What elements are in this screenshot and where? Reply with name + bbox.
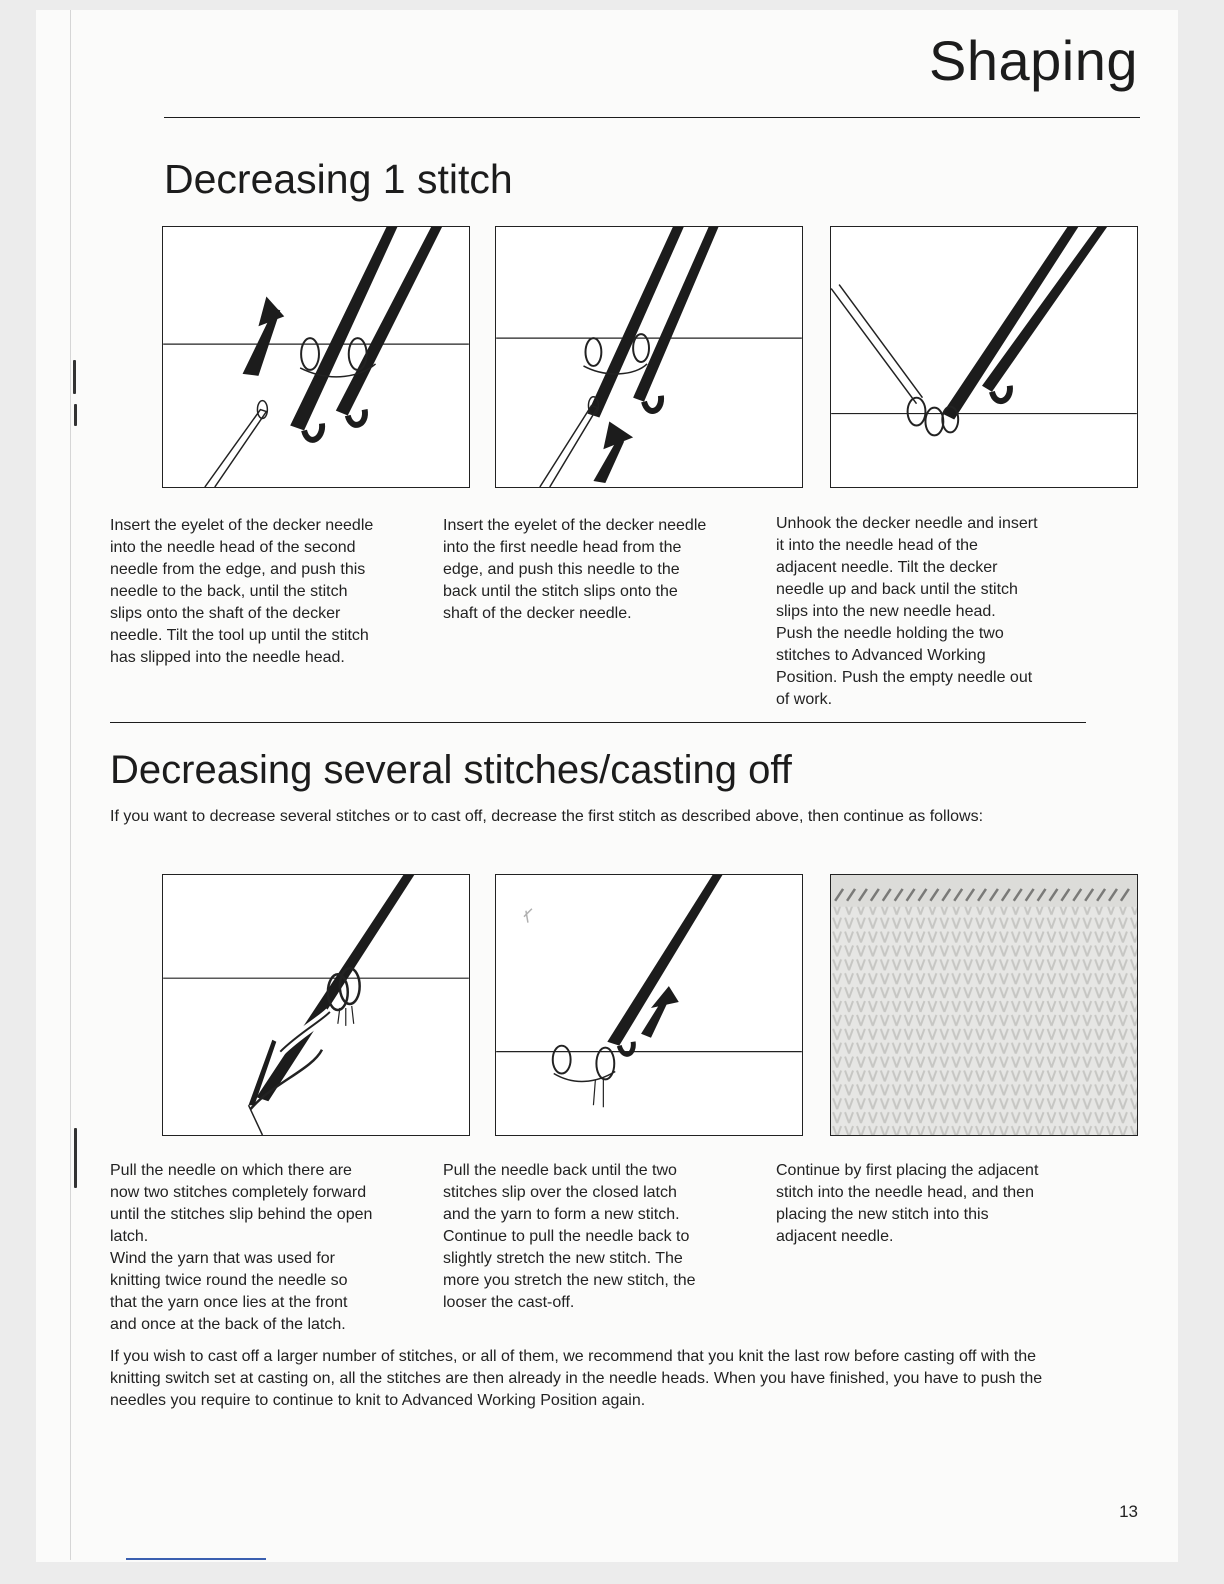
caption-cast-off-step-2: Pull the needle back until the two stitches slip over the closed latch and the yarn to form a new stitch. Continue to pull the needle back to slightly stretch the new stitch. The more you stretch the new stitch, the looser the cast-off. bbox=[443, 1162, 696, 1311]
binding-mark bbox=[74, 404, 77, 426]
section-rule bbox=[110, 722, 1086, 723]
binding-mark bbox=[74, 1128, 77, 1188]
illustration-cast-off-step-2 bbox=[495, 874, 803, 1136]
needle-illustration bbox=[163, 227, 469, 487]
needle-illustration bbox=[496, 227, 802, 487]
illustration-decrease-step-3 bbox=[830, 226, 1138, 488]
illustration-cast-off-step-1 bbox=[162, 874, 470, 1136]
section-heading-decreasing-1-stitch: Decreasing 1 stitch bbox=[164, 156, 513, 202]
illustration-decrease-step-2 bbox=[495, 226, 803, 488]
title-rule bbox=[164, 117, 1140, 118]
page-gutter-line bbox=[70, 10, 71, 1560]
scan-edge-mark bbox=[126, 1558, 266, 1560]
section-heading-casting-off: Decreasing several stitches/casting off bbox=[110, 748, 792, 792]
caption-decrease-step-2: Insert the eyelet of the decker needle into the first needle head from the edge, and push this needle to the back until the stitch slips onto the shaft of the decker needle. bbox=[443, 517, 707, 622]
caption-decrease-step-3: Unhook the decker needle and insert it into the needle head of the adjacent needle. Tilt the decker needle up and back until the stitch slips into the new needle head. Push the needle holding the two stitches to Advanced Working Position. Push the empty needle out of work. bbox=[776, 515, 1038, 708]
caption-cast-off-step-1: Pull the needle on which there are now two stitches completely forward until the stitches slip behind the open latch. Wind the yarn that was used for knitting twice round the needle so that the yarn once lies at the front and once at the back of the latch. bbox=[110, 1162, 373, 1333]
binding-mark bbox=[73, 360, 76, 394]
needle-illustration bbox=[163, 875, 469, 1135]
needle-illustration bbox=[831, 227, 1137, 487]
section-intro: If you want to decrease several stitches or to cast off, decrease the first stitch as described above, then continue as follows: bbox=[110, 808, 984, 825]
caption-cast-off-step-3: Continue by first placing the adjacent stitch into the needle head, and then placing the new stitch into this adjacent needle. bbox=[776, 1162, 1039, 1245]
needle-illustration bbox=[496, 875, 802, 1135]
caption-decrease-step-1: Insert the eyelet of the decker needle into the needle head of the second needle from the edge, and push this needle to the back, until the stitch slips onto the shaft of the decker needle. Tilt the tool up until the stitch has slipped into the needle head. bbox=[110, 517, 374, 666]
page-number: 13 bbox=[1119, 1502, 1138, 1521]
illustration-decrease-step-1 bbox=[162, 226, 470, 488]
knitted-fabric-texture bbox=[831, 875, 1137, 1135]
photo-knitted-fabric bbox=[830, 874, 1138, 1136]
page-title: Shaping bbox=[928, 29, 1138, 92]
closing-paragraph: If you wish to cast off a larger number of stitches, or all of them, we recommend that you knit the last row before casting off with the knitting switch set at casting on, all the stitches are then already in the needle heads. When you have finished, you have to push the needles you require to continue to knit to Advanced Working Position again. bbox=[110, 1348, 1043, 1409]
